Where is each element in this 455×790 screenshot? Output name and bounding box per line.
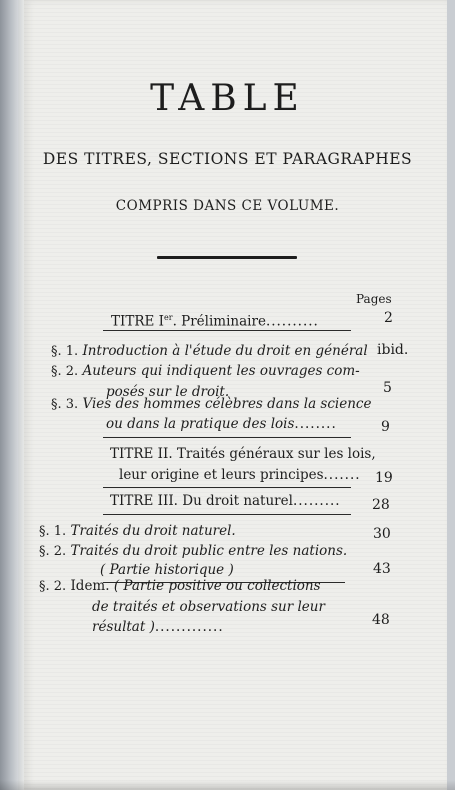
section-text-line-3-wrap [92,617,224,638]
toc-page-number: 48 [372,612,390,628]
toc-page-number: 2 [384,310,393,326]
titre-label: TITRE I [111,313,164,330]
titre-text-line-2: leur origine et leurs principes [119,467,324,483]
bottom-shadow [0,780,455,790]
section-text-line-2-wrap [106,414,337,435]
section-text: Traités du droit naturel. [70,523,236,539]
page-title: TABLE [150,78,305,119]
titre-label: TITRE III. [110,493,178,509]
leader-dots: ....... [323,467,361,483]
titre-label: TITRE II. [110,446,173,462]
toc-page-number: 43 [373,561,391,577]
toc-page-number: 28 [372,497,390,513]
section-text-line-2: ( Partie historique ) [100,562,234,578]
toc-page-number: 30 [373,526,391,542]
section-text-line-3: résultat ) [92,619,155,635]
leader-dots: ........ [294,416,337,432]
titre-text-line-2-wrap [119,465,361,486]
section-mark: §. 2. [39,579,67,594]
toc-entry-sec-6 [39,576,321,597]
section-text-line-1: Vies des hommes célèbres dans la science [82,396,372,412]
leader-dots: ............. [154,619,224,635]
toc-entry-titre-1 [111,307,319,333]
entry-separator [103,487,351,488]
section-text-line-2: ou dans la pratique des lois [106,416,295,432]
titre-sup: er [164,313,173,322]
leader-dots: ......... [292,493,341,509]
section-mark: §. 3. [51,397,79,412]
toc-page-number: 5 [383,380,392,396]
entry-separator [103,330,351,331]
toc-entry-sec-1 [51,341,368,362]
section-mark: §. 2. [51,364,79,379]
page-subtitle-2: COMPRIS DANS CE VOLUME. [115,198,340,214]
section-prefix: Idem. [70,578,110,594]
toc-entry-sec-3 [51,394,371,415]
entry-separator [103,437,351,438]
section-text-line-1: ( Partie positive ou collections [113,578,321,594]
toc-entry-sec-2 [51,361,360,382]
entry-separator [103,514,351,515]
section-text-line-2: posés sur le droit. [106,384,230,400]
title-rule [157,256,297,259]
toc-entry-sec-4 [39,521,236,542]
section-text-line-1: Auteurs qui indiquent les ouvrages com- [82,363,360,379]
toc-page-number: 9 [381,419,390,435]
titre-text: Du droit naturel [182,493,293,509]
toc-page-number: ibid. [377,342,409,358]
toc-entry-sec-5 [39,541,347,562]
titre-text: . Préliminaire [172,313,266,330]
page-subtitle: DES TITRES, SECTIONS ET PARAGRAPHES [42,150,413,168]
toc-entry-titre-3 [110,491,341,512]
titre-text-line-1: Traités généraux sur les lois, [176,446,376,462]
section-text: Introduction à l'étude du droit en général [82,343,368,359]
section-mark: §. 2. [39,544,67,559]
section-mark: §. 1. [39,524,67,539]
toc-page-number: 19 [375,470,393,486]
section-mark: §. 1. [51,344,79,359]
pages-column-header: Pages [356,292,392,306]
toc-entry-titre-2 [110,444,376,465]
section-text-line-2: de traités et observations sur leur [92,599,325,615]
leader-dots: .......... [265,313,319,330]
section-text-line-1: Traités du droit public entre les nations. [70,543,348,559]
